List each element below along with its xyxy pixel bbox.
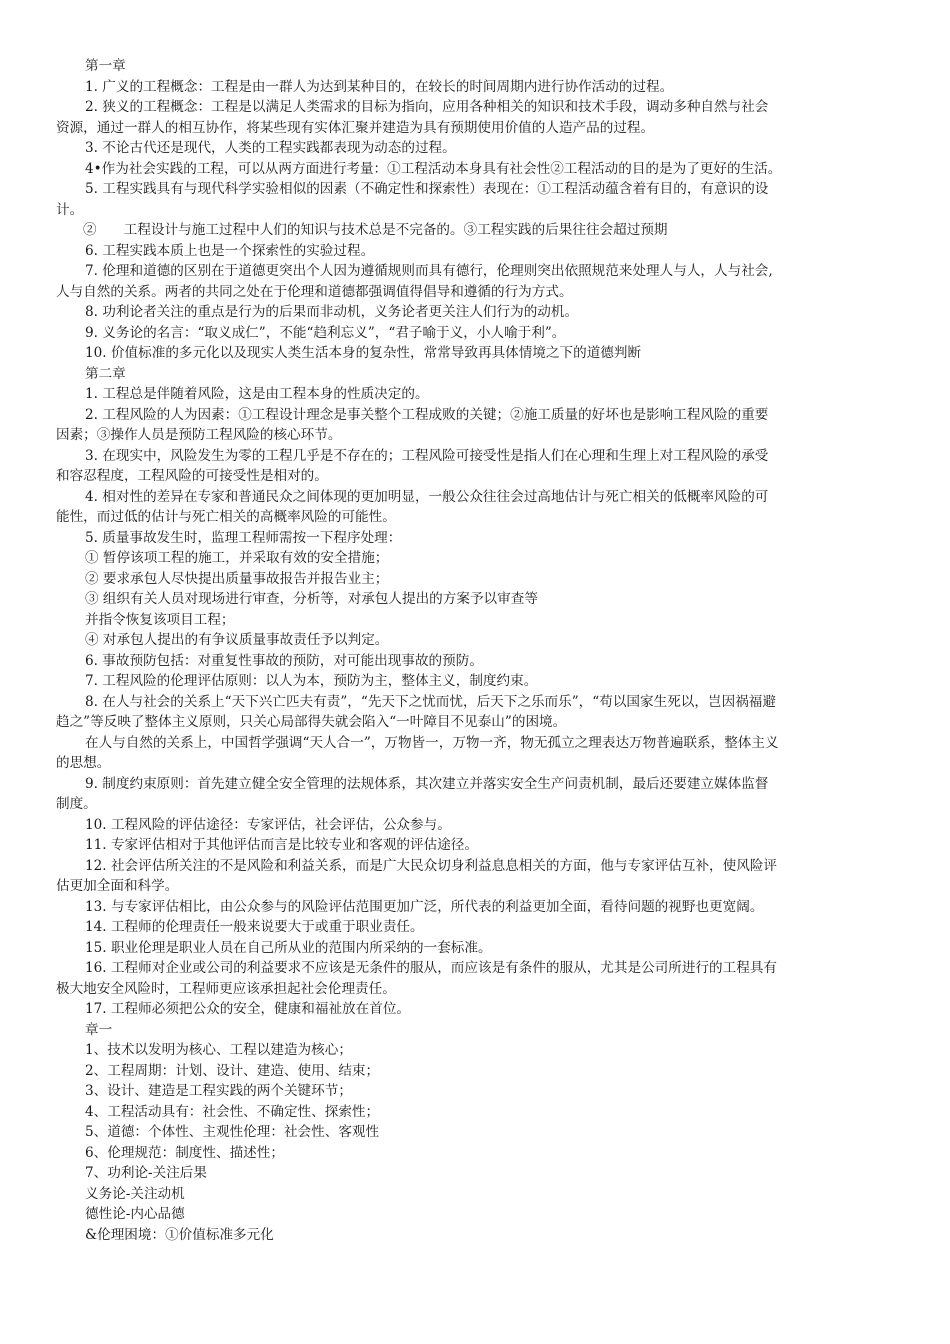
text-line: 10. 工程风险的评估途径：专家评估，社会评估，公众参与。 [85, 816, 451, 833]
text-line: 7. 伦理和道德的区别在于道德更突出个人因为遵循规则而具有德行，伦理则突出依照规范来处理人与人，人与社会, [85, 263, 773, 279]
text-line: 在人与自然的关系上，中国哲学强调“天人合一”，万物皆一，万物一齐，物无孤立之理表达万物普遍联系，整体主义 [85, 734, 779, 751]
text-line: 5. 质量事故发生时，监理工程师需按一下程序处理： [85, 529, 402, 546]
text-line: 9. 义务论的名言：“取义成仁”，不能“趋利忘义”，“君子喻于义，小人喻于利”。 [85, 324, 566, 341]
text-line: 6. 工程实践本质上也是一个探索性的实验过程。 [85, 242, 375, 259]
text-line: 4、工程活动具有：社会性、不确定性、探索性； [85, 1103, 380, 1120]
text-line: 9. 制度约束原则：首先建立健全安全管理的法规体系，其次建立并落实安全生产问责机制，最后还要建立媒体监督 [85, 775, 769, 792]
text-line: 7. 工程风险的伦理评估原则：以人为本，预防为主，整体主义，制度约束。 [85, 673, 538, 689]
text-line: ③ 组织有关人员对现场进行审查，分析等，对承包人提出的方案予以审查等 [85, 591, 538, 607]
text-line: 8. 在人与社会的关系上“天下兴亡匹夫有责”，“先天下之忧而忧，后天下之乐而乐”，“苟以国家生死以，岂因祸福避 [85, 693, 776, 710]
text-line: 制度。 [56, 796, 97, 812]
text-line: 1. 工程总是伴随着风险，这是由工程本身的性质决定的。 [85, 386, 429, 402]
text-line: 2. 工程风险的人为因素：①工程设计理念是事关整个工程成败的关键；②施工质量的好坏也是影响工程风险的重要 [85, 406, 769, 423]
text-line: 7、功利论-关注后果 [85, 1165, 207, 1181]
text-line: 1. 广义的工程概念：工程是由一群人为达到某种目的，在较长的时间周期内进行协作活动的过程。 [85, 78, 674, 95]
text-line: 人与自然的关系。两者的共同之处在于伦理和道德都强调值得倡导和遵循的行为方式。 [56, 283, 573, 300]
text-line: 极大地安全风险时，工程师更应该承担起社会伦理责任。 [56, 980, 396, 997]
text-line: 17. 工程师必须把公众的安全，健康和福祉放在首位。 [85, 1001, 411, 1017]
text-line: 3. 不论古代还是现代，人类的工程实践都表现为动态的过程。 [85, 140, 456, 156]
text-line: 德性论-内心品德 [85, 1206, 185, 1222]
text-line: 3. 在现实中，风险发生为零的工程几乎是不存在的；工程风险可接受性是指人们在心理和生理上对工程风险的承受 [85, 447, 769, 464]
text-line: 能性，而过低的估计与死亡相关的高概率风险的可能性。 [56, 509, 396, 525]
text-line: ① 暂停该项工程的施工，并采取有效的安全措施； [85, 550, 389, 566]
text-line: 13. 与专家评估相比，由公众参与的风险评估范围更加广泛，所代表的利益更加全面，看待问题的视野也更宽阔。 [85, 898, 764, 915]
text-line: 义务论-关注动机 [85, 1185, 185, 1202]
text-line: 16. 工程师对企业或公司的利益要求不应该是无条件的服从，而应该是有条件的服从，尤其是公司所进行的工程具有 [85, 960, 778, 976]
text-line: 计。 [56, 201, 84, 218]
text-line: 4. 相对性的差异在专家和普通民众之间体现的更加明显，一般公众往往会过高地估计与死亡相关的低概率风险的可 [85, 488, 769, 505]
text-line: 和容忍程度，工程风险的可接受性是相对的。 [56, 468, 328, 484]
text-line: 1、技术以发明为核心、工程以建造为核心； [85, 1042, 352, 1058]
text-line: ④ 对承包人提出的有争议质量事故责任予以判定。 [85, 632, 389, 648]
text-line: 6、伦理规范：制度性、描述性； [85, 1144, 284, 1161]
text-line: 第一章 [85, 58, 126, 74]
text-line: 11. 专家评估相对于其他评估而言是比较专业和客观的评估途径。 [85, 837, 478, 853]
text-line: 2. 狭义的工程概念：工程是以满足人类需求的目标为指向，应用各种相关的知识和技术手段，调动多种自然与社会 [85, 99, 769, 115]
text-line: 2、工程周期：计划、设计、建造、使用、结束； [85, 1062, 380, 1079]
text-line: 估更加全面和科学。 [56, 878, 179, 894]
text-line: 的思想。 [56, 755, 111, 771]
text-line: 因素；③操作人员是预防工程风险的核心环节。 [56, 427, 342, 443]
text-line: 章一 [85, 1021, 113, 1038]
document-body [56, 56, 896, 1245]
text-line: 14. 工程师的伦理责任一般来说要大于或重于职业责任。 [85, 919, 424, 935]
text-line: ② 要求承包人尽快提出质量事故报告并报告业主； [85, 570, 389, 587]
text-line: 4•作为社会实践的工程，可以从两方面进行考量：①工程活动本身具有社会性②工程活动的目的是为了更好的生活。 [85, 160, 782, 177]
text-line: 并指令恢复该项目工程； [85, 611, 235, 628]
text-line: &伦理困境：①价值标准多元化 [85, 1226, 274, 1243]
text-line: 8. 功利论者关注的重点是行为的后果而非动机，义务论者更关注人们行为的动机。 [85, 304, 579, 320]
text-line: 6. 事故预防包括：对重复性事故的预防，对可能出现事故的预防。 [85, 652, 483, 669]
text-line: 资源，通过一群人的相互协作，将某些现有实体汇聚并建造为具有预期使用价值的人造产品的过程。 [56, 119, 655, 136]
text-line: 3、设计、建造是工程实践的两个关键环节； [85, 1083, 352, 1099]
text-line: 15. 职业伦理是职业人员在自己所从业的范围内所采纳的一套标准。 [85, 939, 492, 956]
text-line: 5、道德：个体性、主观性伦理：社会性、客观性 [85, 1124, 380, 1140]
text-line: ② 工程设计与施工过程中人们的知识与技术总是不完备的。③工程实践的后果往往会超过预期 [83, 222, 668, 238]
text-line: 10. 价值标准的多元化以及现实人类生活本身的复杂性，常常导致再具体情境之下的道德判断 [85, 345, 642, 361]
text-line: 5. 工程实践具有与现代科学实验相似的因素（不确定性和探索性）表现在：①工程活动蕴含着有目的，有意识的设 [85, 181, 769, 197]
text-line: 趋之”等反映了整体主义原则，只关心局部得失就会陷入“一叶障目不见泰山”的困境。 [56, 714, 567, 730]
text-line: 第二章 [85, 365, 126, 382]
text-line: 12. 社会评估所关注的不是风险和利益关系，而是广大民众切身利益息息相关的方面，他与专家评估互补，使风险评 [85, 857, 778, 874]
